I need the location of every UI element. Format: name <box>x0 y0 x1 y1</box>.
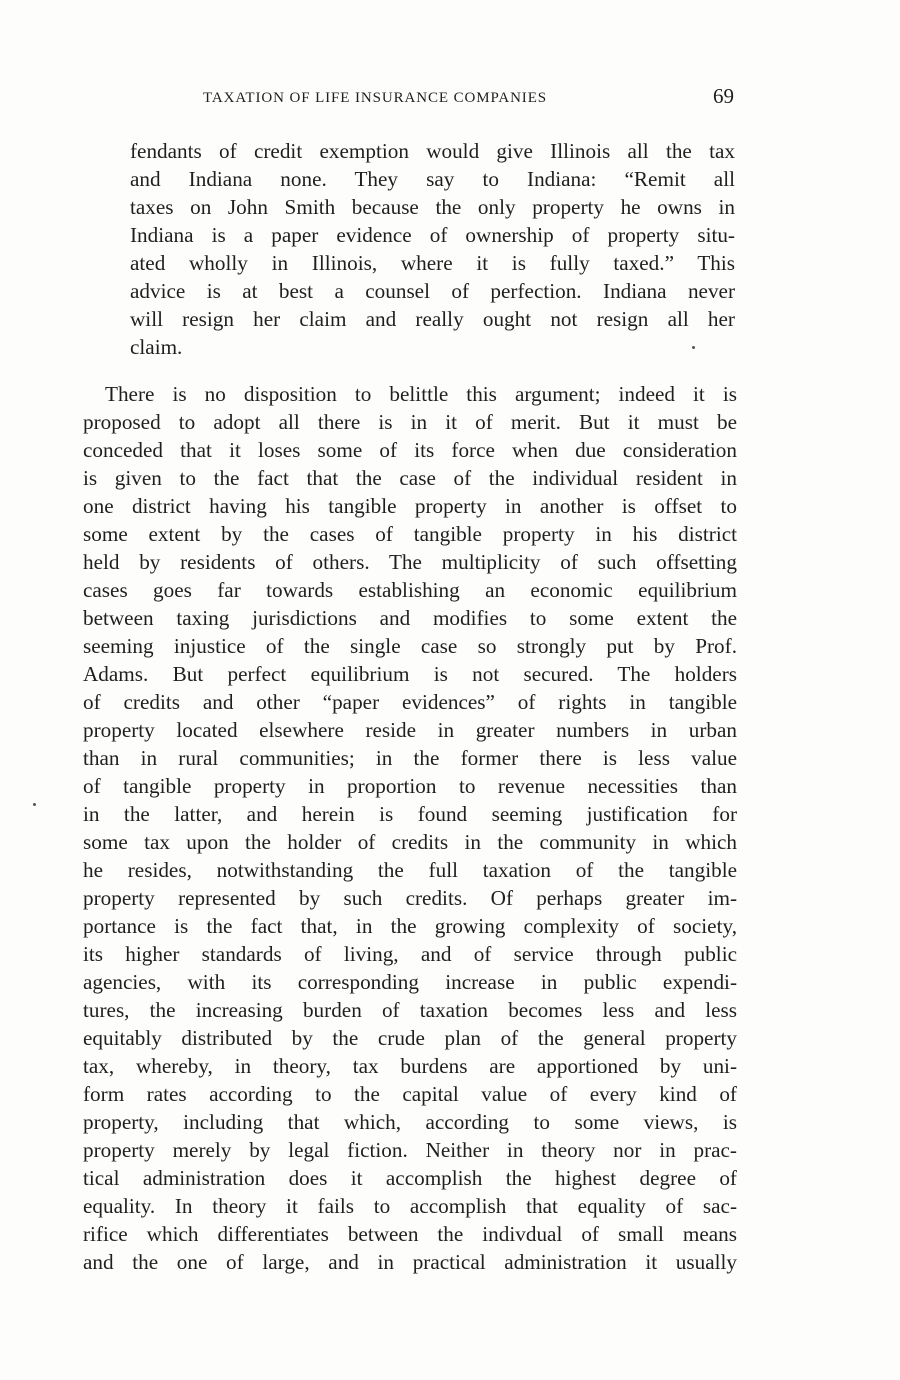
quote-line: advice is at best a counsel of perfection. Indiana never <box>130 279 735 303</box>
page-number: 69 <box>713 84 734 108</box>
body-line: form rates according to the capital value of every kind of <box>83 1082 737 1106</box>
body-line: of tangible property in proportion to revenue necessities than <box>83 774 737 798</box>
body-line: cases goes far towards establishing an economic equilibrium <box>83 578 737 602</box>
scan-speck <box>692 346 695 349</box>
body-line: equitably distributed by the crude plan of the general property <box>83 1026 737 1050</box>
body-line: some extent by the cases of tangible property in his district <box>83 522 737 546</box>
body-line: of credits and other “paper evidences” of rights in tangible <box>83 690 737 714</box>
body-line: There is no disposition to belittle this argument; indeed it is <box>105 382 737 406</box>
body-line: between taxing jurisdictions and modifies to some extent the <box>83 606 737 630</box>
body-line: its higher standards of living, and of service through public <box>83 942 737 966</box>
body-line: proposed to adopt all there is in it of merit. But it must be <box>83 410 737 434</box>
body-line: property represented by such credits. Of perhaps greater im- <box>83 886 737 910</box>
body-line: is given to the fact that the case of the individual resident in <box>83 466 737 490</box>
body-line: property merely by legal fiction. Neither in theory nor in prac- <box>83 1138 737 1162</box>
body-line: property located elsewhere reside in greater numbers in urban <box>83 718 737 742</box>
body-line: tax, whereby, in theory, tax burdens are apportioned by uni- <box>83 1054 737 1078</box>
running-head-title: TAXATION OF LIFE INSURANCE COMPANIES <box>203 90 548 106</box>
body-line: portance is the fact that, in the growing complexity of society, <box>83 914 737 938</box>
body-line: he resides, notwithstanding the full taxation of the tangible <box>83 858 737 882</box>
body-line: seeming injustice of the single case so strongly put by Prof. <box>83 634 737 658</box>
quote-line: ated wholly in Illinois, where it is fully taxed.” This <box>130 251 735 275</box>
quote-line: claim. <box>130 335 183 359</box>
quote-line: and Indiana none. They say to Indiana: “Remit all <box>130 167 735 191</box>
body-line: agencies, with its corresponding increase in public expendi- <box>83 970 737 994</box>
body-line: than in rural communities; in the former there is less value <box>83 746 737 770</box>
body-line: rifice which differentiates between the indivdual of small means <box>83 1222 737 1246</box>
body-line: tical administration does it accomplish the highest degree of <box>83 1166 737 1190</box>
body-line: equality. In theory it fails to accomplish that equality of sac- <box>83 1194 737 1218</box>
body-line: conceded that it loses some of its force when due consideration <box>83 438 737 462</box>
quote-line: Indiana is a paper evidence of ownership of property situ- <box>130 223 735 247</box>
body-line: some tax upon the holder of credits in the community in which <box>83 830 737 854</box>
running-head <box>83 86 738 112</box>
quote-line: fendants of credit exemption would give Illinois all the tax <box>130 139 735 163</box>
quote-line: will resign her claim and really ought not resign all her <box>130 307 735 331</box>
body-line: in the latter, and herein is found seeming justification for <box>83 802 737 826</box>
body-line: tures, the increasing burden of taxation becomes less and less <box>83 998 737 1022</box>
quote-line: taxes on John Smith because the only property he owns in <box>130 195 735 219</box>
body-line: one district having his tangible property in another is offset to <box>83 494 737 518</box>
body-line: held by residents of others. The multiplicity of such offsetting <box>83 550 737 574</box>
body-line: property, including that which, according to some views, is <box>83 1110 737 1134</box>
body-line: and the one of large, and in practical administration it usually <box>83 1250 737 1274</box>
scan-speck <box>33 803 36 806</box>
body-line: Adams. But perfect equilibrium is not secured. The holders <box>83 662 737 686</box>
